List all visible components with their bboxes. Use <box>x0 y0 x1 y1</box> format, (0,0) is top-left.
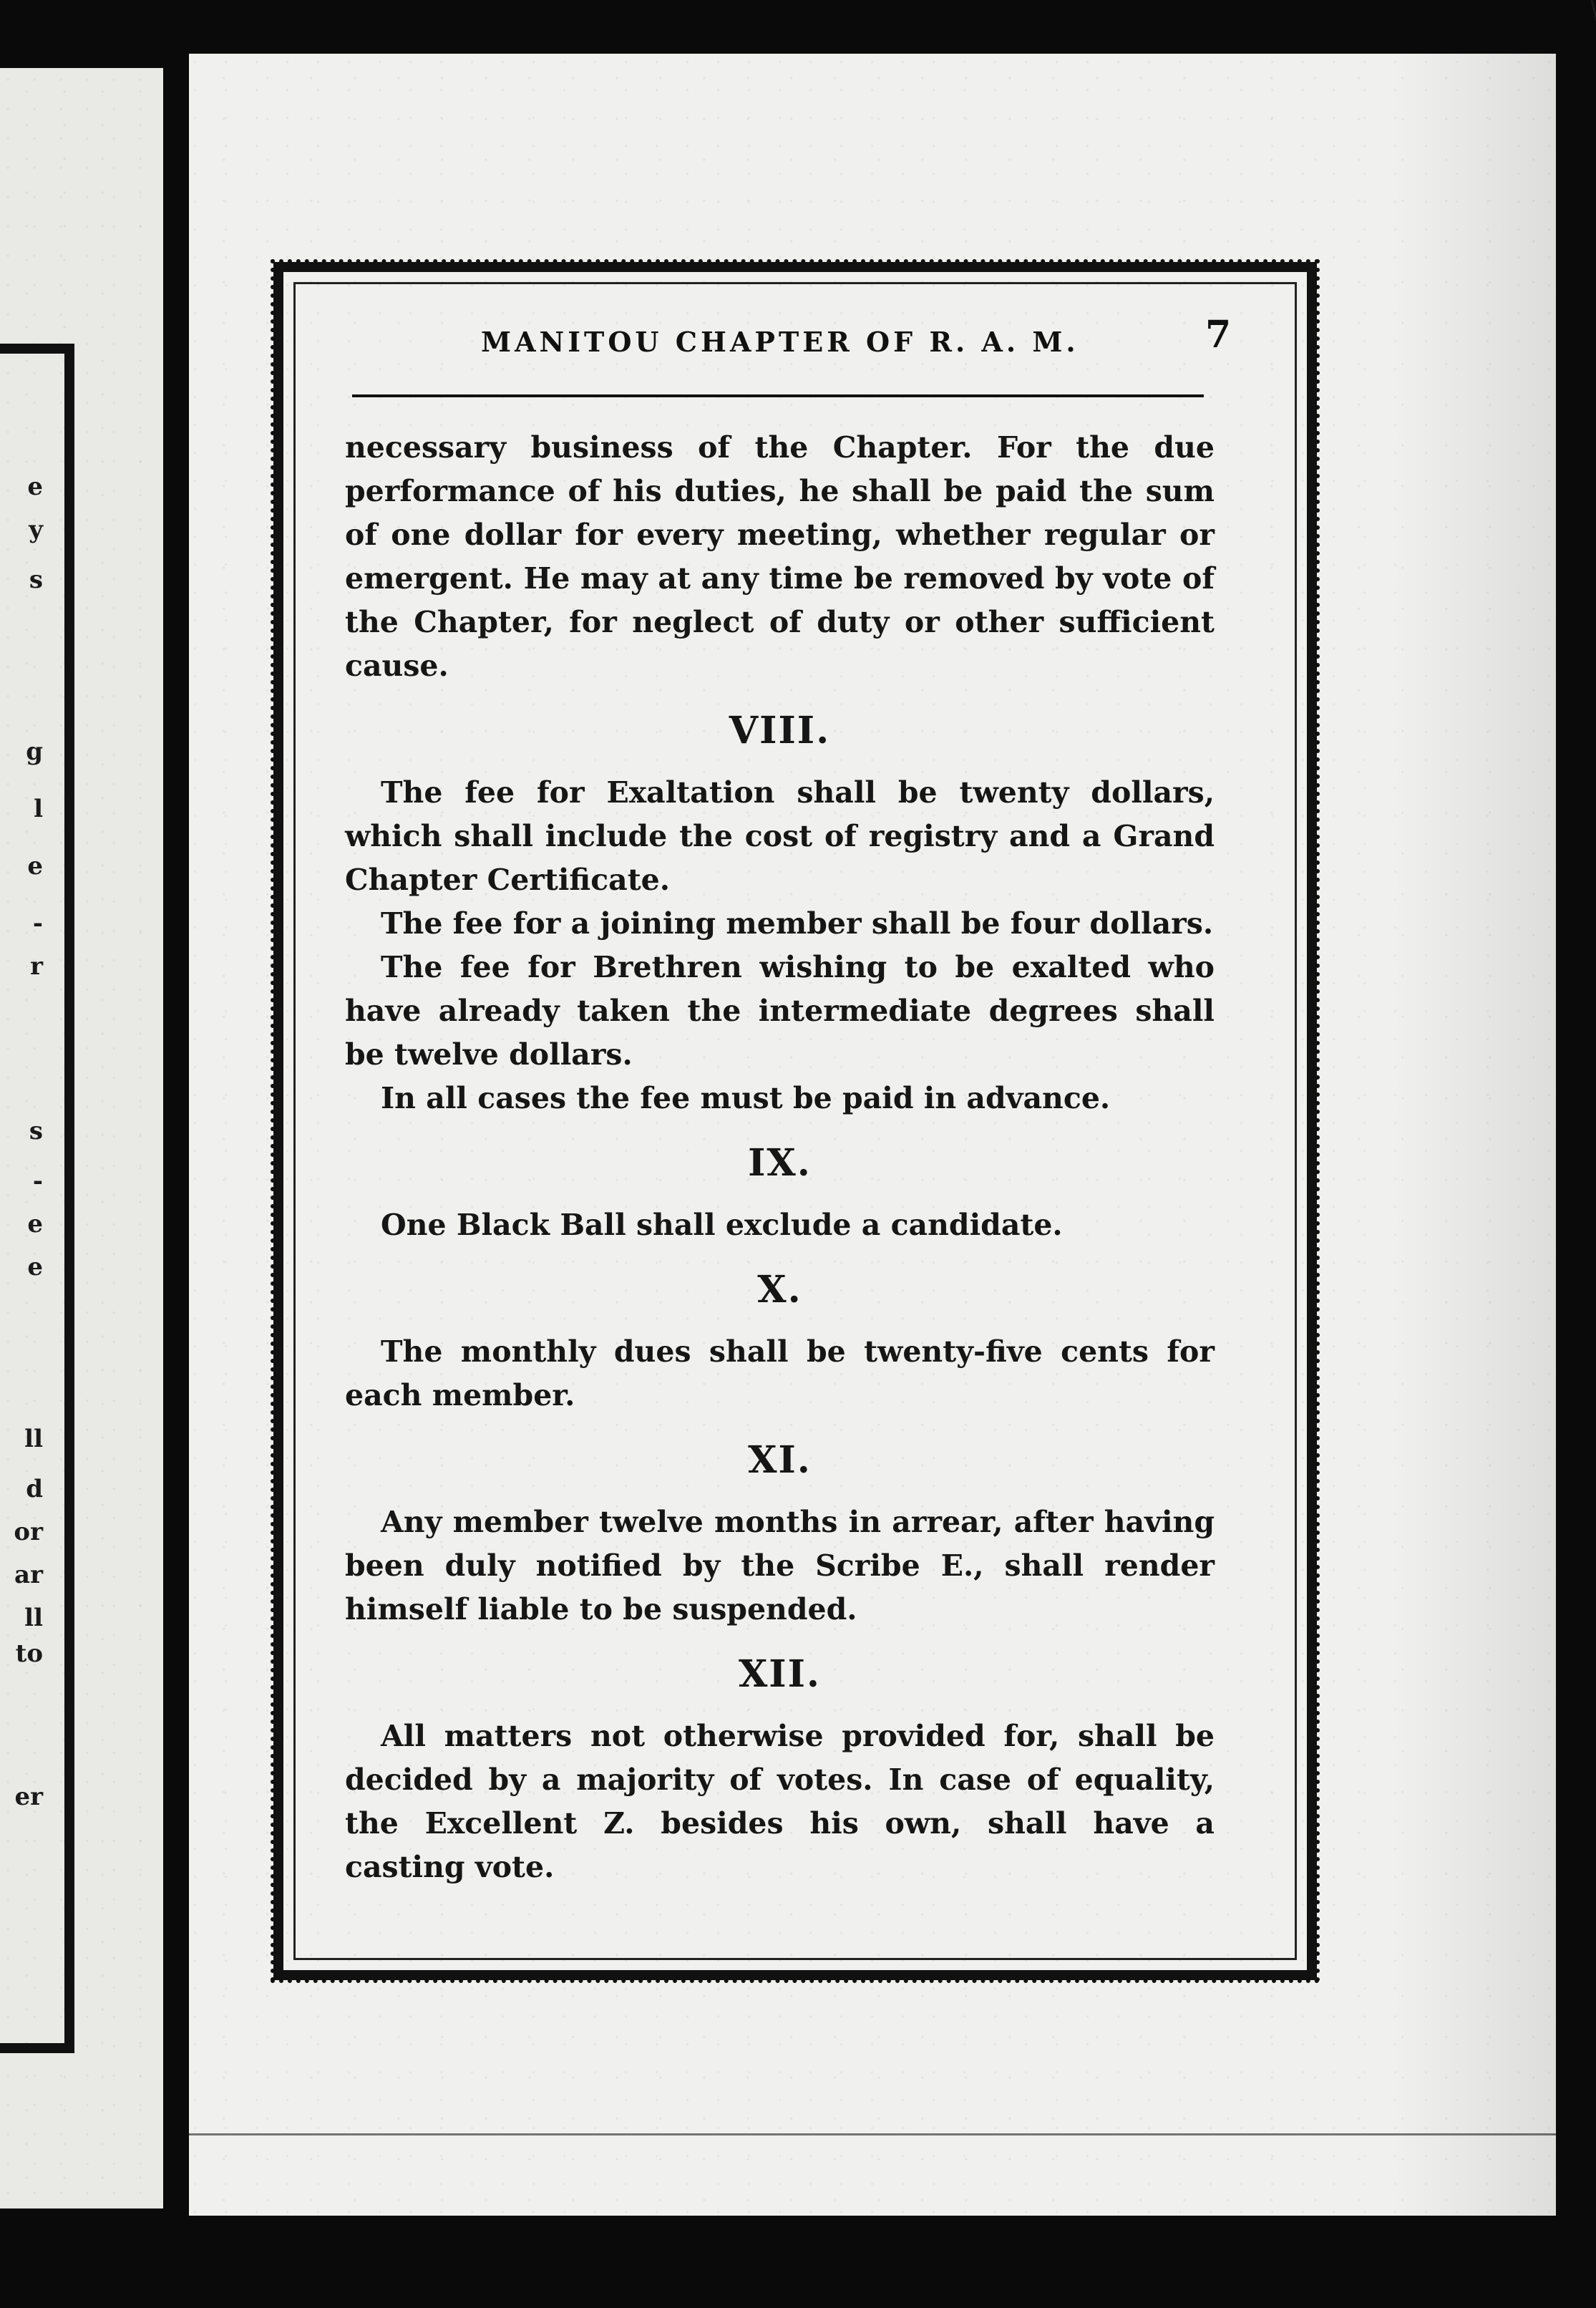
left-page-fragment: r <box>30 952 43 981</box>
body-paragraph: The fee for Brethren wishing to be exalted who have already taken the intermediate degrees shall be twelve dollars. <box>345 950 1215 1072</box>
article-heading: X. <box>757 1268 802 1311</box>
left-page-fragment: ar <box>14 1561 43 1589</box>
header-rule <box>352 394 1204 397</box>
page <box>189 54 1556 2216</box>
article-heading: XII. <box>738 1652 822 1696</box>
body-paragraph: The fee for Exaltation shall be twenty dollars, which shall include the cost of registry and a Grand Chapter Certificate. <box>345 775 1215 897</box>
article-heading: IX. <box>748 1141 812 1185</box>
left-page-fragment: l <box>34 795 43 823</box>
body-paragraph: In all cases the fee must be paid in advance. <box>381 1081 1111 1115</box>
left-page-fragment: e <box>27 472 43 501</box>
left-page-fragment: g <box>26 737 43 766</box>
left-page-fragment: to <box>15 1639 43 1668</box>
scan-scratch-line <box>1587 0 1596 1861</box>
left-page-fragment: - <box>32 909 43 938</box>
body-paragraph: All matters not otherwise provided for, shall be decided by a majority of votes. In case of equality, the Excellent Z. besides his own, shall have a casting vote. <box>345 1719 1215 1884</box>
article-heading: XI. <box>748 1438 812 1482</box>
left-page-edge <box>0 68 163 2208</box>
book-spine <box>163 68 189 2208</box>
page-body <box>345 426 1215 1889</box>
body-paragraph: The fee for a joining member shall be four dollars. <box>381 906 1214 941</box>
left-page-fragment: or <box>14 1518 43 1546</box>
left-page-fragment: s <box>29 566 43 594</box>
left-page-fragment: s <box>29 1117 43 1145</box>
body-paragraph: The monthly dues shall be twenty-five cents for each member. <box>345 1334 1215 1412</box>
left-page-fragment: e <box>27 1253 43 1281</box>
scan-crease-line <box>189 2133 1556 2135</box>
left-page-fragment: ll <box>24 1425 43 1453</box>
running-head: MANITOU CHAPTER OF R. A. M. <box>481 326 1079 358</box>
body-paragraph: One Black Ball shall exclude a candidate. <box>381 1208 1063 1242</box>
page-number: 7 <box>1205 313 1232 357</box>
body-paragraph: necessary business of the Chapter. For the due performance of his duties, he shall be paid the sum of one dollar for every meeting, whether regular or emergent. He may at any time be removed by vote of the Chapter, for neglect of duty or other sufficient cause. <box>345 430 1215 683</box>
left-page-fragment: d <box>26 1475 43 1503</box>
article-heading: VIII. <box>729 709 831 752</box>
left-page-fragment: - <box>32 1167 43 1196</box>
left-page-fragment: er <box>14 1783 43 1811</box>
body-paragraph: Any member twelve months in arrear, after having been duly notified by the Scribe E., shall render himself liable to be suspended. <box>345 1505 1215 1626</box>
left-page-fragment: y <box>29 515 43 544</box>
left-page-fragment: ll <box>24 1604 43 1632</box>
left-page-fragment: e <box>27 852 43 881</box>
left-page-fragment: e <box>27 1210 43 1238</box>
